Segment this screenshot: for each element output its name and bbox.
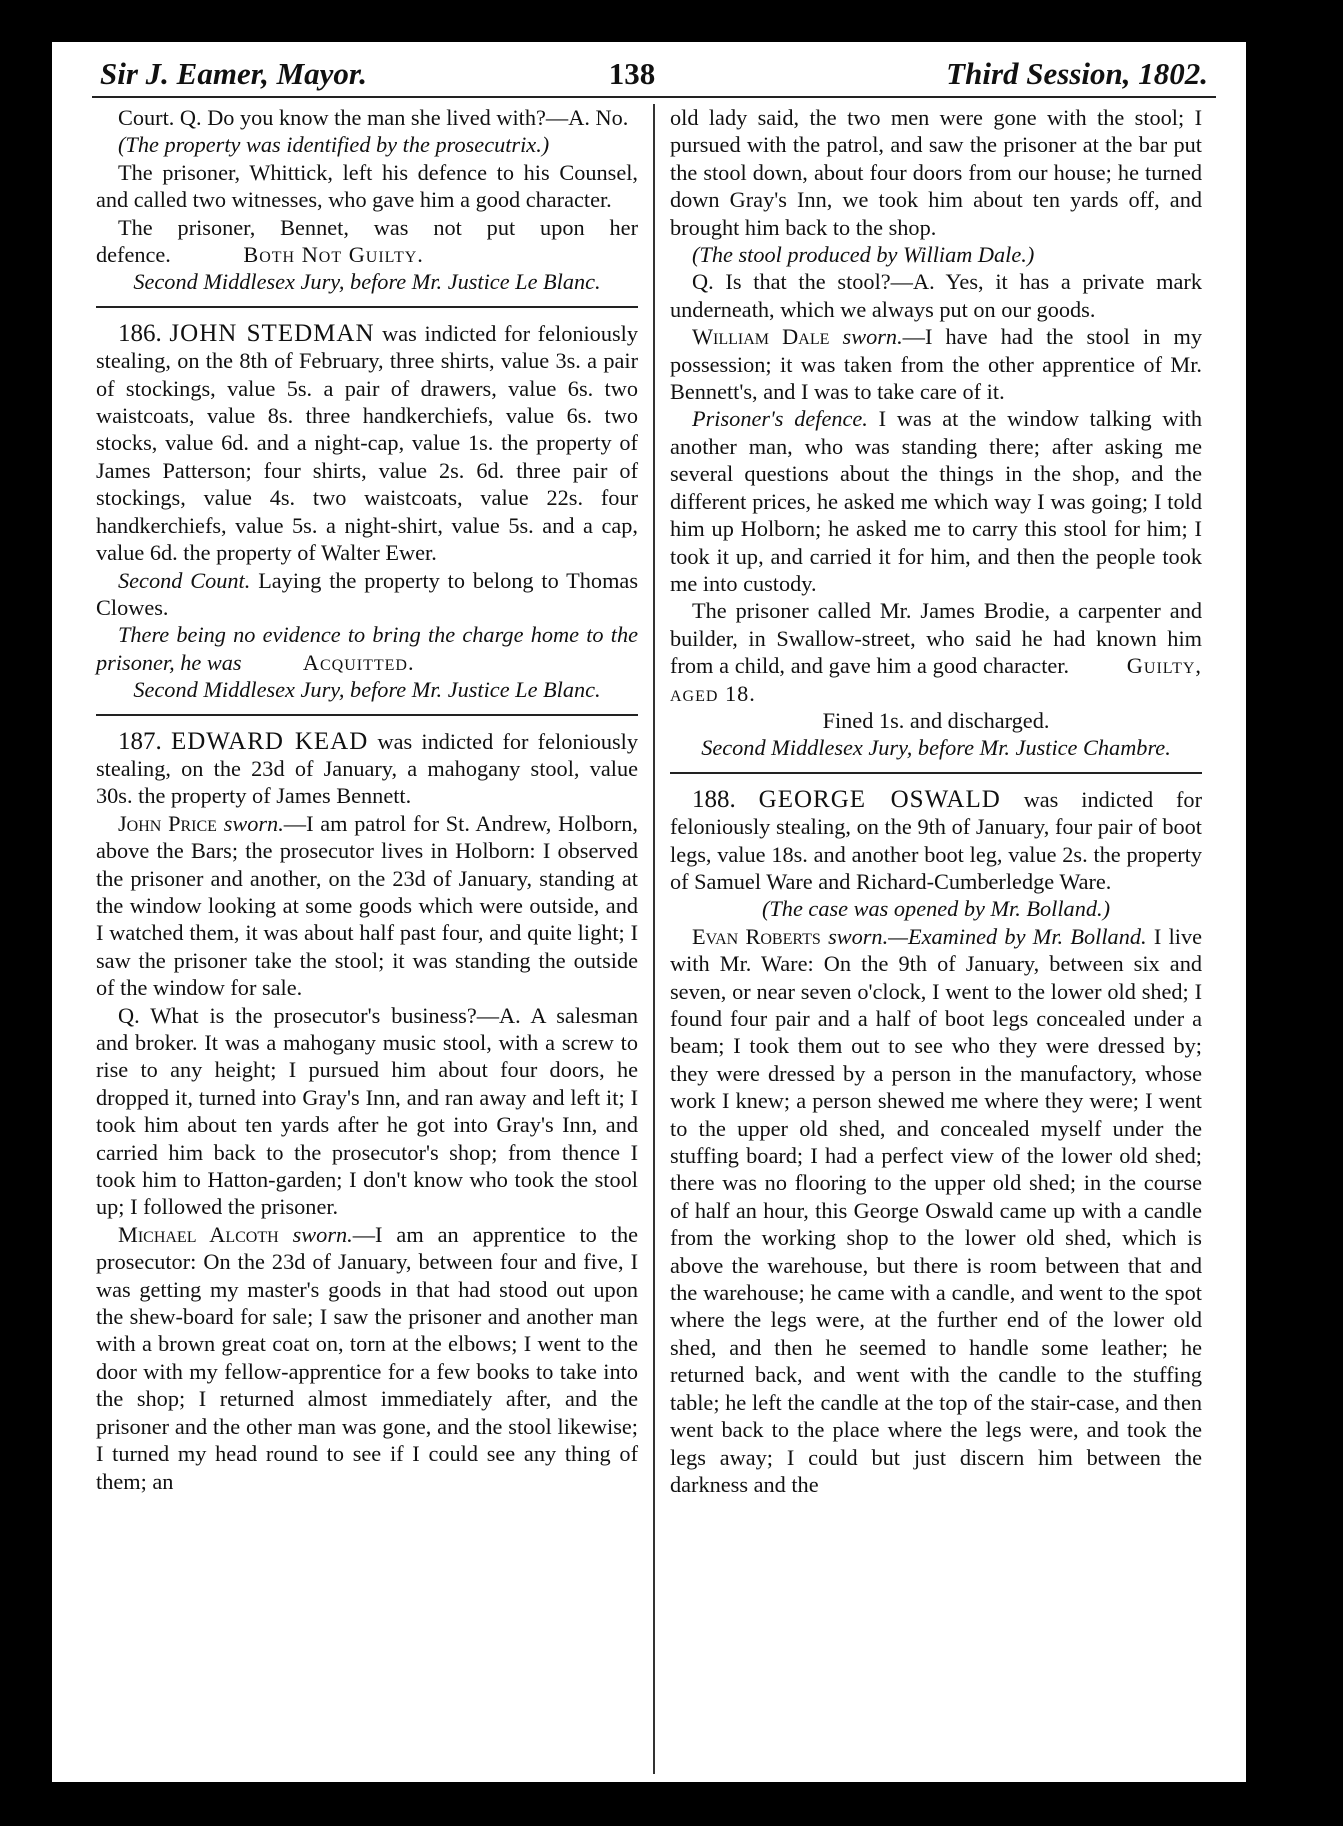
witness-name: Evan Roberts: [692, 923, 821, 949]
paragraph: (The case was opened by Mr. Bolland.): [761, 896, 1111, 922]
case-number: 188.: [692, 785, 736, 813]
right-column: [670, 104, 1202, 1498]
paragraph: [96, 621, 638, 676]
indictment-text: was indicted for feloniously stealing, on the 23d of January, a mahogany stool, value 30s. the property of James Bennett.: [96, 728, 639, 809]
paragraph: [96, 214, 638, 269]
jury-line: Second Middlesex Jury, before Mr. Justice Le Blanc.: [133, 269, 601, 295]
paragraph-text: The prisoner, Bennet, was not put upon her defence.: [96, 214, 638, 268]
jury-line: Second Middlesex Jury, before Mr. Justice Le Blanc.: [133, 677, 601, 703]
defendant-name: JOHN STEDMAN: [169, 319, 375, 347]
paragraph: [670, 405, 1202, 597]
defendant-name: EDWARD KEAD: [170, 727, 369, 755]
header-rule: [92, 96, 1216, 98]
testimony-text: —I have had the stool in my possession; it was taken from the other apprentice of Mr. Bennett's, and I was to take care of it.: [670, 324, 1203, 405]
testimony: [96, 810, 638, 1002]
case-number: 186.: [118, 319, 162, 347]
case-188: [670, 786, 1202, 896]
sentence: Fined 1s. and discharged.: [822, 707, 1050, 733]
testimony: [670, 323, 1202, 405]
header-mayor: Sir J. Eamer, Mayor.: [100, 56, 367, 91]
witness-name: John Price: [118, 810, 217, 836]
column-divider: [653, 104, 655, 1774]
indictment-text: was indicted for feloniously stealing, on the 9th of January, four pair of boot legs, value 18s. and another boot leg, value 2s. the property of Samuel Ware and Richard-Cumberledge Ware.: [670, 786, 1202, 894]
defendant-name: GEORGE OSWALD: [758, 785, 1001, 813]
label: Prisoner's defence.: [692, 406, 868, 432]
examination-label: —Examined by Mr. Bolland.: [888, 923, 1147, 949]
testimony-text: —I am an apprentice to the prosecutor: On the 23d of January, between four and five, I was getting my master's goods in that had stood out upon the shew-board for sale; I saw the prisoner and another man with a brown great coat on, torn at the elbows; I went to the door with my fellow-apprentice for a few books to take into the shop; I returned almost immediately after, and the prisoner and the other man was gone, and the stool likewise; I turned my head round to see if I could see any thing of them; an: [96, 1221, 638, 1494]
left-column: [96, 104, 638, 1495]
running-header: [52, 56, 1246, 100]
header-session: Third Session, 1802.: [946, 56, 1208, 91]
sworn-label: sworn.: [292, 1221, 353, 1247]
paragraph: [96, 567, 638, 622]
document-page: [52, 42, 1246, 1782]
testimony-text: I live with Mr. Ware: On the 9th of January, between six and seven, or near seven o'clock, I went to the lower old shed; I found four pair and a half of boot legs concealed under a beam; I took them out to see who they were dressed by; they were dressed by a person in the manufactory, whose work I knew; a person shewed me where they were; I went to the upper old shed, and concealed myself under the stuffing board; I had a perfect view of the lower old shed; there was no flooring to the upper old shed; in the course of half an hour, this George Oswald came up with a candle from the working shop to the lower old shed, which is above the warehouse, but there is room between that and the warehouse; he came with a candle, and went to the spot where the legs were, at the further end of the lower old shed, and then he seemed to handle some leather; he returned back, and went with the candle to the stuffing table; he left the candle at the top of the stair-case, and then went back to the place where the legs were, and took the legs away; I could but just discern him between the darkness and the: [670, 923, 1203, 1497]
paragraph-text: There being no evidence to bring the charge home to the prisoner, he was: [96, 622, 638, 675]
case-187: [96, 728, 638, 810]
page-number: 138: [608, 56, 656, 91]
testimony: [670, 923, 1202, 1499]
sworn-label: sworn.: [828, 923, 889, 949]
verdict: Acquitted.: [302, 649, 415, 675]
verdict: Guilty, aged 18.: [670, 653, 1202, 706]
testimony: [96, 1221, 638, 1495]
paragraph: Q. What is the prosecutor's business?—A. A salesman and broker. It was a mahogany music stool, with a screw to rise to any height; I pursued him about four doors, he dropped it, turned into Gray's Inn, and ran away and left it; I took him about ten yards after he got into Gray's Inn, and carried him back to the prosecutor's shop; from thence I took him to Hatton-garden; I don't know who took the stool up; I followed the prisoner.: [96, 1002, 638, 1220]
paragraph-text: Laying the property to belong to Thomas Clowes.: [96, 567, 638, 620]
case-separator: [96, 306, 638, 308]
paragraph-text: I was at the window talking with another man, who was standing there; after asking me several questions about the things in the shop, and the different prices, he asked me which way I was going; I told him up Holborn; he asked me to carry this stool for him; I took it up, and carried it for him, and then the people took me into custody.: [670, 406, 1202, 596]
paragraph: Court. Q. Do you know the man she lived with?—A. No.: [118, 105, 629, 130]
case-186: [96, 320, 638, 567]
indictment-text: was indicted for feloniously stealing, on the 8th of February, three shirts, value 3s. a pair of stockings, value 5s. a pair of drawers, value 6s. two waistcoats, value 8s. three handkerchiefs, value 6s. two stocks, value 6d. and a night-cap, value 1s. the property of James Patterson; four shirts, value 2s. 6d. three pair of stockings, value 4s. two waistcoats, value 22s. four handkerchiefs, value 5s. a night-shirt, value 5s. and a cap, value 6d. the property of Walter Ewer.: [96, 320, 638, 566]
sworn-label: sworn.: [842, 324, 903, 350]
paragraph: (The property was identified by the prosecutrix.): [118, 132, 550, 158]
paragraph-text: The prisoner called Mr. James Brodie, a carpenter and builder, in Swallow-street, who said he had known him from a child, and gave him a good character.: [670, 598, 1202, 679]
jury-line: Second Middlesex Jury, before Mr. Justice Chambre.: [701, 735, 1171, 761]
case-number: 187.: [118, 727, 162, 755]
paragraph: old lady said, the two men were gone with the stool; I pursued with the patrol, and saw the prisoner at the bar put the stool down, about four doors from our house; he turned down Gray's Inn, we took him about ten yards off, and brought him back to the shop.: [670, 105, 1202, 240]
paragraph: [670, 597, 1202, 707]
verdict: Both Not Guilty.: [243, 242, 424, 268]
paragraph: (The stool produced by William Dale.): [692, 242, 1035, 268]
paragraph: Q. Is that the stool?—A. Yes, it has a private mark underneath, which we always put on our goods.: [670, 269, 1202, 322]
witness-name: William Dale: [692, 324, 830, 350]
case-separator: [96, 714, 638, 716]
paragraph: The prisoner, Whittick, left his defence to his Counsel, and called two witnesses, who gave him a good character.: [96, 159, 638, 213]
testimony-text: —I am patrol for St. Andrew, Holborn, above the Bars; the prosecutor lives in Holborn: I observed the prisoner and another, on the 23d of January, standing at the window looking at some goods which were outside, and I watched them, it was about half past four, and quite light; I saw the prisoner take the stool; it was standing the outside of the window for sale.: [96, 810, 638, 1001]
case-separator: [670, 772, 1202, 774]
sworn-label: sworn.: [223, 810, 284, 836]
witness-name: Michael Alcoth: [118, 1221, 279, 1247]
label: Second Count.: [118, 567, 251, 593]
